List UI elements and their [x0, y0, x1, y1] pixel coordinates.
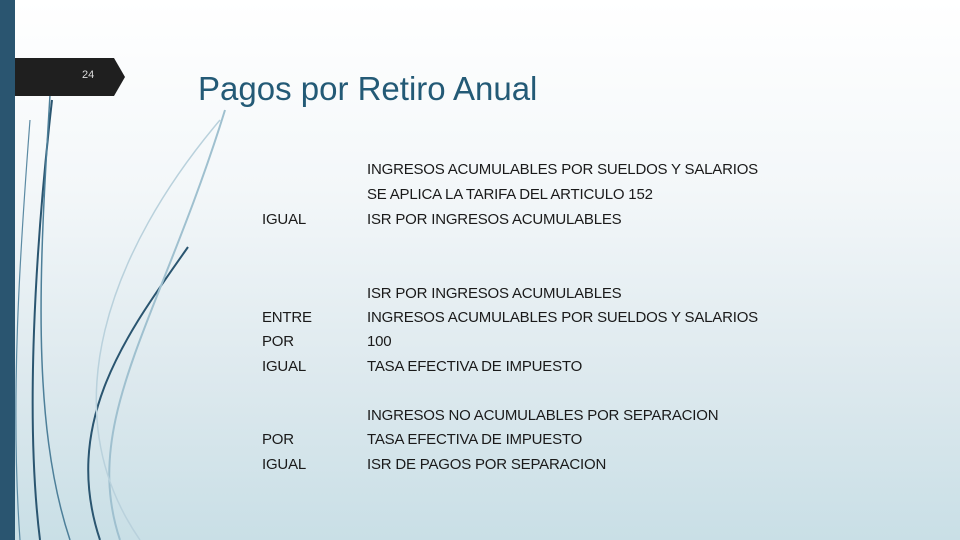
left-accent-bar — [0, 0, 15, 540]
slide-number-tab — [15, 58, 125, 96]
calc-row-operator: POR — [262, 431, 294, 448]
calc-row-value: SE APLICA LA TARIFA DEL ARTICULO 152 — [367, 186, 653, 203]
calc-row-value: TASA EFECTIVA DE IMPUESTO — [367, 431, 583, 448]
calc-row-value: INGRESOS ACUMULABLES POR SUELDOS Y SALARIOS — [367, 161, 758, 178]
calc-row-value: ISR POR INGRESOS ACUMULABLES — [367, 285, 622, 302]
calc-row-operator: IGUAL — [262, 211, 307, 228]
calc-row-value: ISR POR INGRESOS ACUMULABLES — [367, 211, 622, 228]
calc-row-operator: IGUAL — [262, 456, 307, 473]
calc-row-operator: POR — [262, 333, 294, 350]
calc-row-value: TASA EFECTIVA DE IMPUESTO — [367, 358, 583, 375]
slide-number: 24 — [82, 69, 95, 81]
calc-row-value: INGRESOS NO ACUMULABLES POR SEPARACION — [367, 407, 719, 424]
calc-row-value: INGRESOS ACUMULABLES POR SUELDOS Y SALARIOS — [367, 309, 758, 326]
calc-row-value: ISR DE PAGOS POR SEPARACION — [367, 456, 607, 473]
calc-row-operator: IGUAL — [262, 358, 307, 375]
slide-title: Pagos por Retiro Anual — [198, 70, 538, 107]
calc-row-operator: ENTRE — [262, 309, 312, 326]
calc-row-value: 100 — [367, 333, 392, 350]
